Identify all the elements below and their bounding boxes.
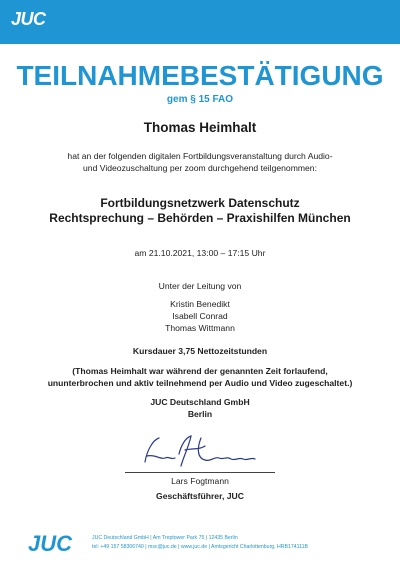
footer-address: JUC Deutschland GmbH | Am Treptower Park 75 | 12435 Berlin	[92, 535, 238, 541]
org-city: Berlin	[187, 409, 213, 419]
organization	[0, 396, 400, 420]
footer-contact	[92, 534, 382, 552]
juc-logo: JUC	[11, 9, 46, 29]
leader-name: Thomas Wittmann	[165, 323, 235, 333]
note-line-1: (Thomas Heimhalt war während der genannten Zeit forlaufend,	[72, 366, 328, 376]
signature-line	[125, 472, 275, 473]
leader-name: Kristin Benedikt	[170, 299, 230, 309]
handwritten-signature	[135, 432, 275, 472]
footer-details: tel: +49 157 58306740 | msc@juc.de | www.juc.de | Amtsgericht Charlottenburg, HRB174111B	[92, 544, 309, 550]
signer-role: Geschäftsführer, JUC	[156, 491, 244, 501]
intro-line-2: und Videozuschaltung per zoom durchgehend teilgenommen:	[83, 163, 317, 173]
leader-name: Isabell Conrad	[172, 311, 228, 321]
lead-label: Unter der Leitung von	[158, 281, 242, 291]
org-name: JUC Deutschland GmbH	[150, 397, 250, 407]
event-date: am 21.10.2021, 13:00 – 17:15 Uhr	[134, 248, 266, 258]
note-line-2: ununterbrochen und aktiv teilnehmend per Audio und Video zugeschaltet.)	[47, 378, 353, 388]
event-title	[0, 196, 400, 226]
attendance-note	[0, 365, 400, 389]
intro-text	[0, 150, 400, 174]
footer-juc-logo: JUC	[28, 531, 73, 556]
event-line-2: Rechtsprechung – Behörden – Praxishilfen München	[49, 211, 351, 225]
event-line-1: Fortbildungsnetzwerk Datenschutz	[100, 196, 300, 210]
participant-name: Thomas Heimhalt	[143, 120, 257, 135]
signer-name: Lars Fogtmann	[171, 476, 229, 486]
certificate-title: TEILNAHMEBESTÄTIGUNG	[16, 60, 384, 91]
header-band	[0, 0, 400, 44]
certificate-subtitle: gem § 15 FAO	[166, 94, 234, 105]
course-duration: Kursdauer 3,75 Nettozeitstunden	[132, 346, 268, 356]
leader-list	[0, 298, 400, 334]
intro-line-1: hat an der folgenden digitalen Fortbildungsveranstaltung durch Audio-	[67, 151, 333, 161]
